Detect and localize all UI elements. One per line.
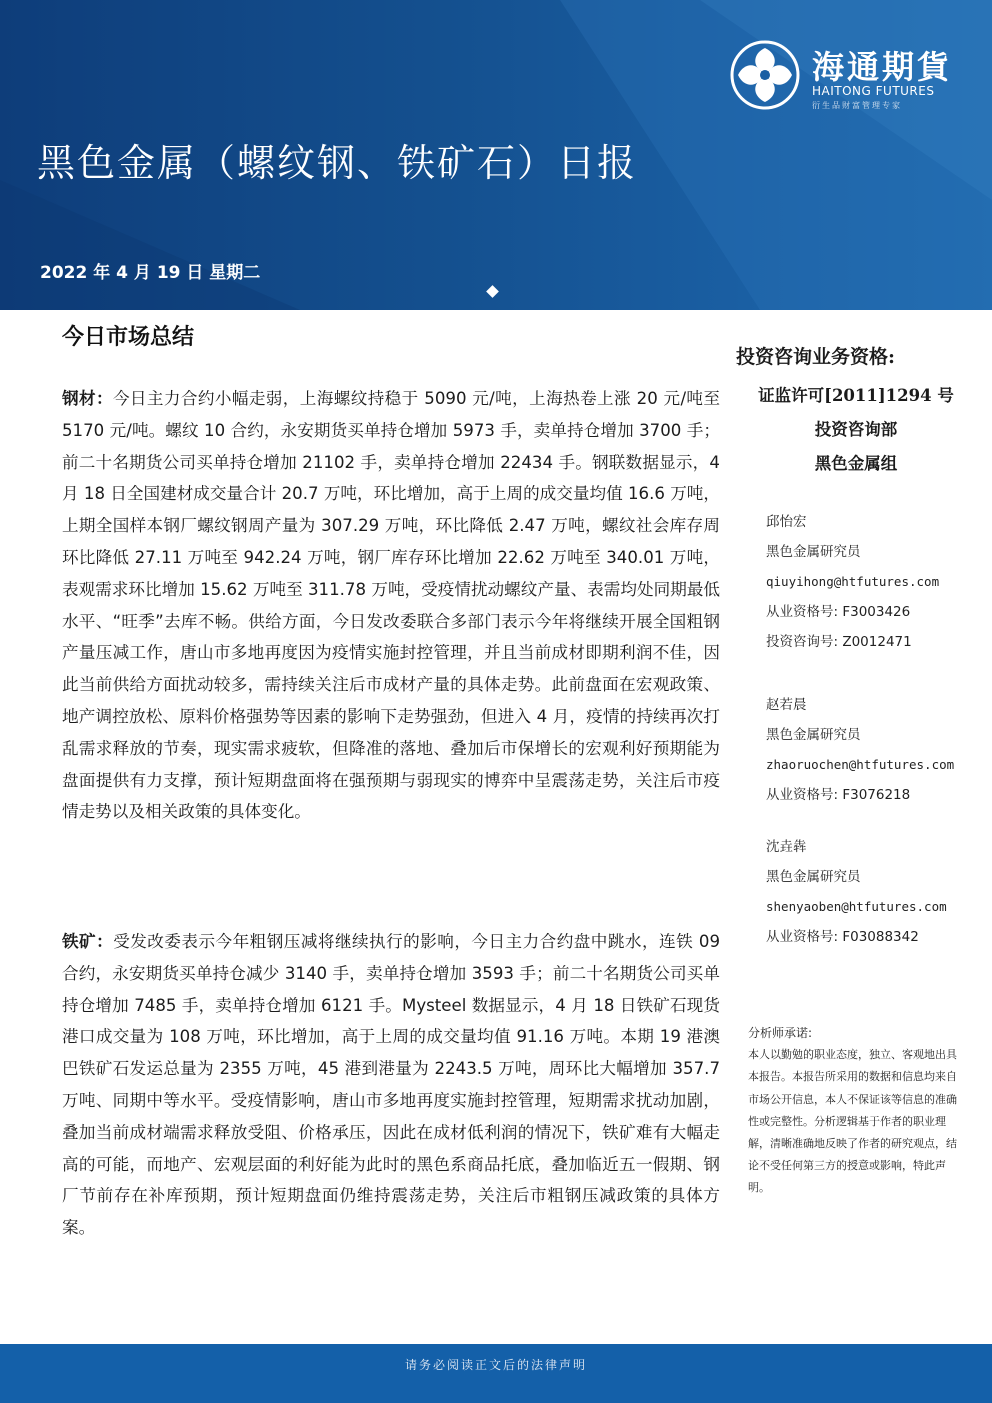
steel-text: 今日主力合约小幅走弱，上海螺纹持稳于 5090 元/吨，上海热卷上涨 20 元/吨至 5170 元/吨。螺纹 10 合约，永安期货买单持仓增加 5973 手，卖单持仓增加 3700 手；前二十名期货公司买单持仓增加 21102 手，卖单持仓增加 22434 手。钢联数据显示，4 月 18 日全国建材成交量合计 20.7 万吨，环比增加，高于上周的成交量均值 16.6 万吨，上期全国样本钢厂螺纹钢周产量为 307.29 万吨，环比降低 2.47 万吨，螺纹社会库存周环比降低 27.11 万吨至 942.24 万吨，钢厂库存环比增加 22.62 万吨至 340.01 万吨，表观需求环比增加 15.62 万吨至 311.78 万吨，受疫情扰动螺纹产量、表需均处同期最低水平、“旺季”去库不畅。供给方面，今日发改委联合多部门表示今年将继续开展全国粗钢产量压减工作，唐山市多地再度因为疫情实施封控管理，并且当前成材即期利润不佳，因此当前供给方面扰动较多，需持续关注后市成材产量的具体走势。此前盘面在宏观政策、地产调控放松、原料价格强势等因素的影响下走势强劲，但进入 4 月，疫情的持续再次打乱需求释放的节奏，现实需求疲软，但降准的落地、叠加后市保增长的宏观利好预期能为盘面提供有力支撑，预计短期盘面将在强预期与弱现实的博弈中呈震荡走势，关注后市疫情走势以及相关政策的具体变化。 <box>62 389 721 822</box>
company-logo <box>730 38 952 118</box>
analyst-role: 黑色金属研究员 <box>766 727 861 743</box>
group-name: 黑色金属组 <box>814 454 898 473</box>
analyst-role: 黑色金属研究员 <box>766 869 861 885</box>
analyst-card <box>766 832 986 952</box>
analyst-name: 邱怡宏 <box>766 514 807 530</box>
legal-notice[interactable]: 请务必阅读正文后的法律声明 <box>404 1358 587 1372</box>
analyst-cert: 从业资格号: F3076218 <box>766 787 911 803</box>
ore-lead: 铁矿： <box>62 932 114 951</box>
sidebar-heading: 投资咨询业务资格: <box>736 346 896 368</box>
department-name: 投资咨询部 <box>814 420 898 439</box>
analyst-name: 赵若晨 <box>766 697 807 713</box>
ore-text: 受发改委表示今年粗钢压减将继续执行的影响，今日主力合约盘中跳水，连铁 09 合约，永安期货买单持仓减少 3140 手，卖单持仓增加 3593 手；前二十名期货公司买单持仓增加 7485 手，卖单持仓增加 6121 手。Mysteel 数据显示，4 月 18 日铁矿石现货港口成交量为 108 万吨，环比增加，高于上周的成交量均值 91.16 万吨。本期 19 港澳巴铁矿石发运总量为 2355 万吨，45 港到港量为 2243.5 万吨，周环比大幅增加 357.7 万吨、同期中等水平。受疫情影响，唐山市多地再度实施封控管理，短期需求扰动加剧，叠加当前成材端需求释放受阻、价格承压，因此在成材低利润的情况下，铁矿难有大幅走高的可能，而地产、宏观层面的利好能为此时的黑色系商品托底，叠加临近五一假期、钢厂节前存在补库预期，预计短期盘面仍维持震荡走势，关注后市粗钢压减政策的具体方案。 <box>62 932 721 1238</box>
commitment-title: 分析师承诺: <box>748 1026 813 1040</box>
analyst-card <box>766 690 986 810</box>
report-title: 黑色金属（螺纹钢、铁矿石）日报 <box>37 141 638 185</box>
analyst-advisory: 投资咨询号: Z0012471 <box>766 634 912 650</box>
analyst-cert: 从业资格号: F3003426 <box>766 604 911 620</box>
analyst-email[interactable]: qiuyihong@htfutures.com <box>766 574 940 589</box>
report-header-banner <box>0 0 992 310</box>
logo-english-name: HAITONG FUTURES <box>812 84 935 98</box>
analyst-card <box>766 507 986 657</box>
haitong-logo-icon <box>730 40 800 110</box>
logo-slogan: 衍生品财富管理专家 <box>812 101 902 110</box>
steel-paragraph <box>62 383 720 828</box>
analyst-email[interactable]: zhaoruochen@htfutures.com <box>766 757 955 772</box>
page-footer <box>0 1344 992 1403</box>
logo-chinese-name: 海通期貨 <box>812 48 953 86</box>
commitment-text: 本人以勤勉的职业态度，独立、客观地出具本报告。本报告所采用的数据和信息均来自市场公开信息，本人不保证该等信息的准确性或完整性。分析逻辑基于作者的职业理解，清晰准确地反映了作者的研究观点，结论不受任何第三方的授意或影响，特此声明。 <box>748 1048 957 1195</box>
steel-lead: 钢材： <box>62 389 113 408</box>
section-title: 今日市场总结 <box>62 324 195 350</box>
license-number: 证监许可[2011]1294 号 <box>758 386 954 405</box>
analyst-role: 黑色金属研究员 <box>766 544 861 560</box>
analyst-name: 沈垚犇 <box>766 839 807 855</box>
analyst-commitment <box>748 1022 960 1200</box>
report-date: 2022 年 4 月 19 日 星期二 <box>40 263 261 283</box>
ore-paragraph <box>62 926 720 1244</box>
analyst-cert: 从业资格号: F03088342 <box>766 929 919 945</box>
analyst-email[interactable]: shenyaoben@htfutures.com <box>766 899 947 914</box>
diamond-divider-icon <box>486 285 499 298</box>
